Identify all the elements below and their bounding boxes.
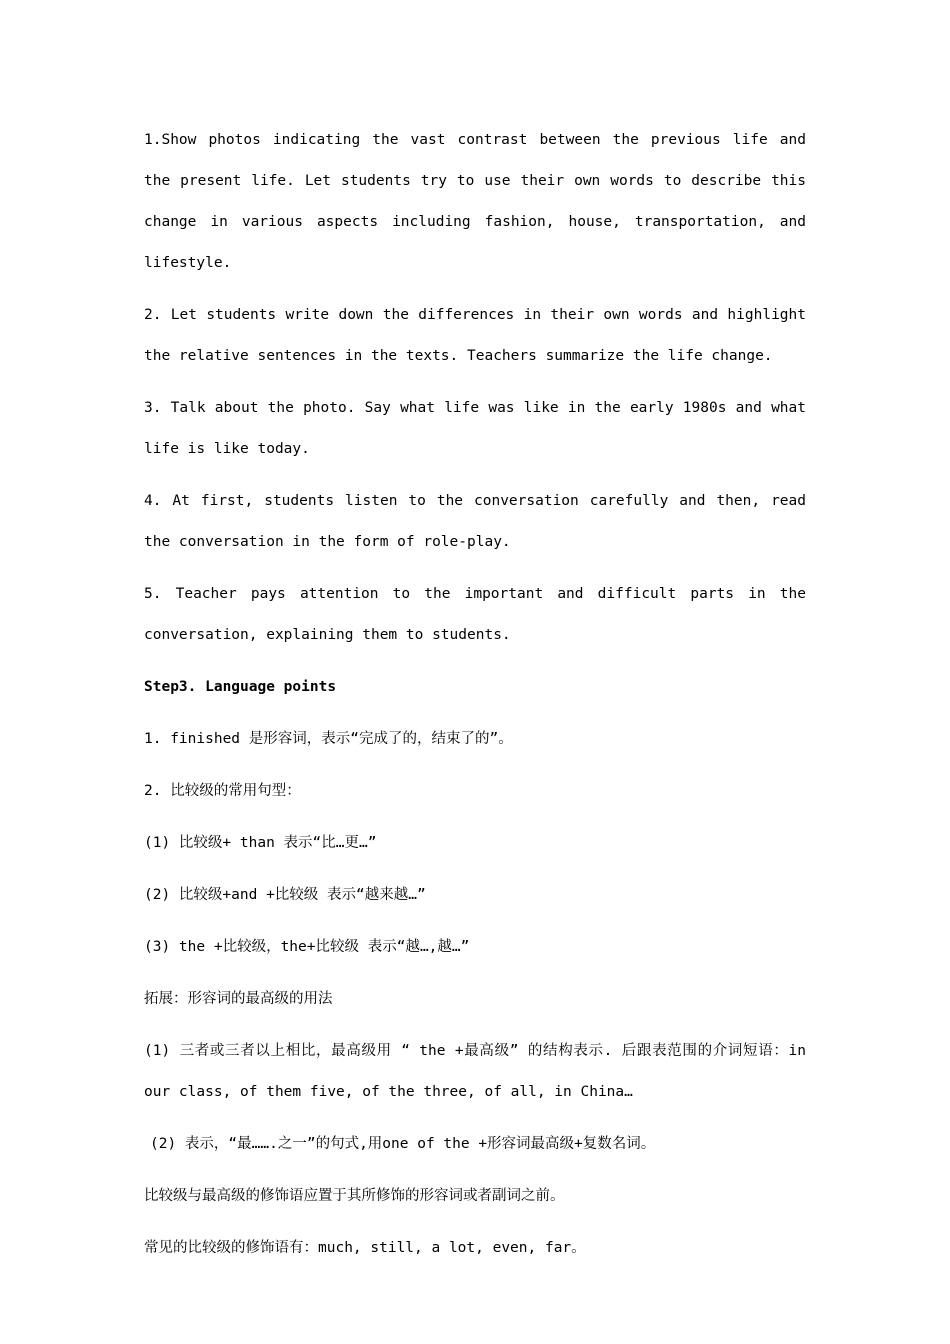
modifier-note: 比较级与最高级的修饰语应置于其所修饰的形容词或者副词之前。 [144, 1188, 565, 1204]
procedure-item-3: 3. Talk about the photo. Say what life was like in the early 1980s and what life is like today. [144, 400, 806, 457]
section-heading-language-points: Step3. Language points [144, 679, 337, 695]
document-page [144, 120, 806, 1280]
common-modifiers: 常见的比较级的修饰语有：much, still, a lot, even, far。 [144, 1240, 586, 1256]
procedure-item-4: 4. At first, students listen to the conversation carefully and then, read the conversation in the form of role-play. [144, 493, 806, 550]
comparative-pattern-1: (1) 比较级+ than 表示“比…更…” [144, 835, 377, 851]
procedure-item-1: 1.Show photos indicating the vast contrast between the previous life and the present life. Let students try to use their own words to describe this change in various aspects including fashion, house, transportation, and lifestyle. [144, 132, 806, 271]
procedure-item-5: 5. Teacher pays attention to the important and difficult parts in the conversation, explaining them to students. [144, 586, 806, 643]
language-point-2: 2. 比较级的常用句型： [144, 783, 301, 799]
comparative-pattern-3: (3) the +比较级，the+比较级 表示“越…,越…” [144, 939, 470, 955]
language-point-1: 1. finished 是形容词，表示“完成了的，结束了的”。 [144, 731, 513, 747]
extension-title: 拓展：形容词的最高级的用法 [144, 991, 333, 1007]
procedure-item-2: 2. Let students write down the differences in their own words and highlight the relative sentences in the texts. Teachers summarize the life change. [144, 307, 806, 364]
superlative-usage-2: (2) 表示，“最…….之一”的句式,用one of the +形容词最高级+复数名词。 [150, 1136, 656, 1152]
comparative-pattern-2: (2) 比较级+and +比较级 表示“越来越…” [144, 887, 426, 903]
superlative-usage-1: (1) 三者或三者以上相比，最高级用 “ the +最高级” 的结构表示. 后跟表范围的介词短语：in our class, of them five, of the three, of all, in China… [144, 1043, 806, 1100]
